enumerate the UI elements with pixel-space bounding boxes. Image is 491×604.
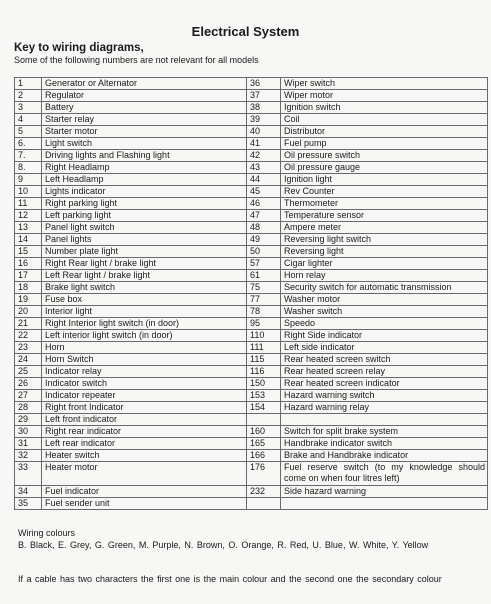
left-number: 32 (15, 450, 42, 462)
right-description: Temperature sensor (281, 210, 488, 222)
left-number: 23 (15, 342, 42, 354)
left-description: Heater motor (42, 462, 247, 486)
right-description: Rear heated screen switch (281, 354, 488, 366)
left-description: Right front Indicator (42, 402, 247, 414)
right-number: 41 (247, 138, 281, 150)
right-description: Security switch for automatic transmission (281, 282, 488, 294)
left-description: Battery (42, 102, 247, 114)
right-number: 116 (247, 366, 281, 378)
left-description: Left front indicator (42, 414, 247, 426)
table-row (15, 234, 488, 246)
right-number: 38 (247, 102, 281, 114)
right-number: 154 (247, 402, 281, 414)
left-number: 5 (15, 126, 42, 138)
right-description: Handbrake indicator switch (281, 438, 488, 450)
left-description: Left Rear light / brake light (42, 270, 247, 282)
table-row (15, 306, 488, 318)
right-description: Oil pressure gauge (281, 162, 488, 174)
table-row (15, 162, 488, 174)
right-number: 37 (247, 90, 281, 102)
table-row (15, 402, 488, 414)
right-number: 232 (247, 486, 281, 498)
right-description: Ignition light (281, 174, 488, 186)
key-heading: Key to wiring diagrams, (14, 42, 144, 54)
colour-note: If a cable has two characters the first one is the main colour and the second one the secondary colour (18, 574, 442, 584)
wiring-key-table (14, 77, 488, 510)
left-description: Horn (42, 342, 247, 354)
right-number: 75 (247, 282, 281, 294)
right-number: 78 (247, 306, 281, 318)
left-number: 10 (15, 186, 42, 198)
left-description: Indicator switch (42, 378, 247, 390)
table-row (15, 378, 488, 390)
left-description: Driving lights and Flashing light (42, 150, 247, 162)
right-description: Ignition switch (281, 102, 488, 114)
left-description: Right Interior light switch (in door) (42, 318, 247, 330)
right-number: 42 (247, 150, 281, 162)
right-description: Reversing light (281, 246, 488, 258)
right-number: 95 (247, 318, 281, 330)
wiring-key-body (15, 78, 488, 510)
left-description: Right Headlamp (42, 162, 247, 174)
right-description: Distributor (281, 126, 488, 138)
left-number: 2 (15, 90, 42, 102)
left-number: 26 (15, 378, 42, 390)
left-description: Right rear indicator (42, 426, 247, 438)
left-number: 21 (15, 318, 42, 330)
right-number: 40 (247, 126, 281, 138)
right-number: 111 (247, 342, 281, 354)
table-row (15, 126, 488, 138)
wiring-colours-label: Wiring colours (18, 528, 76, 538)
left-number: 8. (15, 162, 42, 174)
table-row (15, 282, 488, 294)
left-number: 22 (15, 330, 42, 342)
wiring-colours-text: B. Black, E. Grey, G. Green, M. Purple, N. Brown, O. Orange, R. Red, U. Blue, W. White, Y. Yellow (18, 540, 429, 550)
left-description: Lights indicator (42, 186, 247, 198)
left-number: 12 (15, 210, 42, 222)
right-number: 165 (247, 438, 281, 450)
table-row (15, 426, 488, 438)
table-row (15, 486, 488, 498)
table-row (15, 414, 488, 426)
left-description: Panel lights (42, 234, 247, 246)
table-row (15, 150, 488, 162)
table-row (15, 90, 488, 102)
right-number: 46 (247, 198, 281, 210)
right-description: Side hazard warning (281, 486, 488, 498)
table-row (15, 294, 488, 306)
right-description: Rev Counter (281, 186, 488, 198)
left-number: 34 (15, 486, 42, 498)
left-number: 19 (15, 294, 42, 306)
left-number: 6. (15, 138, 42, 150)
left-description: Regulator (42, 90, 247, 102)
right-number: 49 (247, 234, 281, 246)
left-number: 14 (15, 234, 42, 246)
right-description: Washer motor (281, 294, 488, 306)
right-description: Reversing light switch (281, 234, 488, 246)
left-number: 20 (15, 306, 42, 318)
table-row (15, 390, 488, 402)
table-row (15, 138, 488, 150)
right-description: Fuel reserve switch (to my knowledge should come on when four litres left) (281, 462, 488, 486)
table-row (15, 330, 488, 342)
right-number: 36 (247, 78, 281, 90)
right-number: 77 (247, 294, 281, 306)
table-row (15, 498, 488, 510)
left-description: Left rear indicator (42, 438, 247, 450)
left-number: 16 (15, 258, 42, 270)
table-row (15, 258, 488, 270)
right-number: 160 (247, 426, 281, 438)
left-number: 31 (15, 438, 42, 450)
table-row (15, 342, 488, 354)
table-row (15, 462, 488, 486)
right-number: 45 (247, 186, 281, 198)
left-number: 15 (15, 246, 42, 258)
left-number: 33 (15, 462, 42, 486)
left-number: 3 (15, 102, 42, 114)
left-description: Fuse box (42, 294, 247, 306)
right-number: 61 (247, 270, 281, 282)
left-number: 30 (15, 426, 42, 438)
left-description: Interior light (42, 306, 247, 318)
left-number: 11 (15, 198, 42, 210)
table-row (15, 210, 488, 222)
left-number: 17 (15, 270, 42, 282)
right-number: 166 (247, 450, 281, 462)
table-row (15, 186, 488, 198)
right-description: Ampere meter (281, 222, 488, 234)
right-description: Rear heated screen relay (281, 366, 488, 378)
left-number: 9 (15, 174, 42, 186)
right-description: Thermometer (281, 198, 488, 210)
left-description: Number plate light (42, 246, 247, 258)
right-description: Right Side indicator (281, 330, 488, 342)
table-row (15, 174, 488, 186)
right-description: Hazard warning relay (281, 402, 488, 414)
right-description: Brake and Handbrake indicator (281, 450, 488, 462)
left-description: Starter motor (42, 126, 247, 138)
right-description: Coil (281, 114, 488, 126)
right-number: 44 (247, 174, 281, 186)
table-row (15, 438, 488, 450)
table-row (15, 114, 488, 126)
right-description: Left side indicator (281, 342, 488, 354)
right-description: Rear heated screen indicator (281, 378, 488, 390)
right-description: Oil pressure switch (281, 150, 488, 162)
table-row (15, 246, 488, 258)
table-row (15, 318, 488, 330)
table-row (15, 270, 488, 282)
left-description: Panel light switch (42, 222, 247, 234)
left-description: Indicator repeater (42, 390, 247, 402)
left-number: 27 (15, 390, 42, 402)
key-subtitle: Some of the following numbers are not relevant for all models (14, 55, 259, 65)
left-description: Starter relay (42, 114, 247, 126)
left-description: Right Rear light / brake light (42, 258, 247, 270)
right-number: 47 (247, 210, 281, 222)
page-title: Electrical System (191, 24, 300, 39)
table-row (15, 366, 488, 378)
left-number: 4 (15, 114, 42, 126)
left-description: Right parking light (42, 198, 247, 210)
left-description: Horn Switch (42, 354, 247, 366)
table-row (15, 102, 488, 114)
table-row (15, 78, 488, 90)
right-description: Switch for split brake system (281, 426, 488, 438)
right-number: 115 (247, 354, 281, 366)
right-description: Cigar lighter (281, 258, 488, 270)
left-number: 7. (15, 150, 42, 162)
right-number: 153 (247, 390, 281, 402)
left-number: 13 (15, 222, 42, 234)
right-number: 39 (247, 114, 281, 126)
right-description: Fuel pump (281, 138, 488, 150)
left-description: Light switch (42, 138, 247, 150)
table-row (15, 198, 488, 210)
left-description: Fuel sender unit (42, 498, 247, 510)
table-row (15, 222, 488, 234)
left-description: Left interior light switch (in door) (42, 330, 247, 342)
left-description: Indicator relay (42, 366, 247, 378)
right-description: Speedo (281, 318, 488, 330)
left-number: 35 (15, 498, 42, 510)
left-description: Heater switch (42, 450, 247, 462)
right-description (281, 414, 488, 426)
right-number: 57 (247, 258, 281, 270)
left-description: Generator or Alternator (42, 78, 247, 90)
left-description: Fuel indicator (42, 486, 247, 498)
left-number: 25 (15, 366, 42, 378)
right-description: Wiper switch (281, 78, 488, 90)
right-number: 48 (247, 222, 281, 234)
left-description: Left parking light (42, 210, 247, 222)
right-number: 43 (247, 162, 281, 174)
right-number: 176 (247, 462, 281, 486)
left-number: 24 (15, 354, 42, 366)
right-description: Wiper motor (281, 90, 488, 102)
left-description: Brake light switch (42, 282, 247, 294)
right-description (281, 498, 488, 510)
table-row (15, 354, 488, 366)
table-row (15, 450, 488, 462)
left-number: 29 (15, 414, 42, 426)
right-number: 110 (247, 330, 281, 342)
right-description: Horn relay (281, 270, 488, 282)
right-description: Hazard warning switch (281, 390, 488, 402)
right-number (247, 498, 281, 510)
right-description: Washer switch (281, 306, 488, 318)
left-number: 28 (15, 402, 42, 414)
right-number: 50 (247, 246, 281, 258)
left-description: Left Headlamp (42, 174, 247, 186)
right-number: 150 (247, 378, 281, 390)
left-number: 1 (15, 78, 42, 90)
left-number: 18 (15, 282, 42, 294)
right-number (247, 414, 281, 426)
